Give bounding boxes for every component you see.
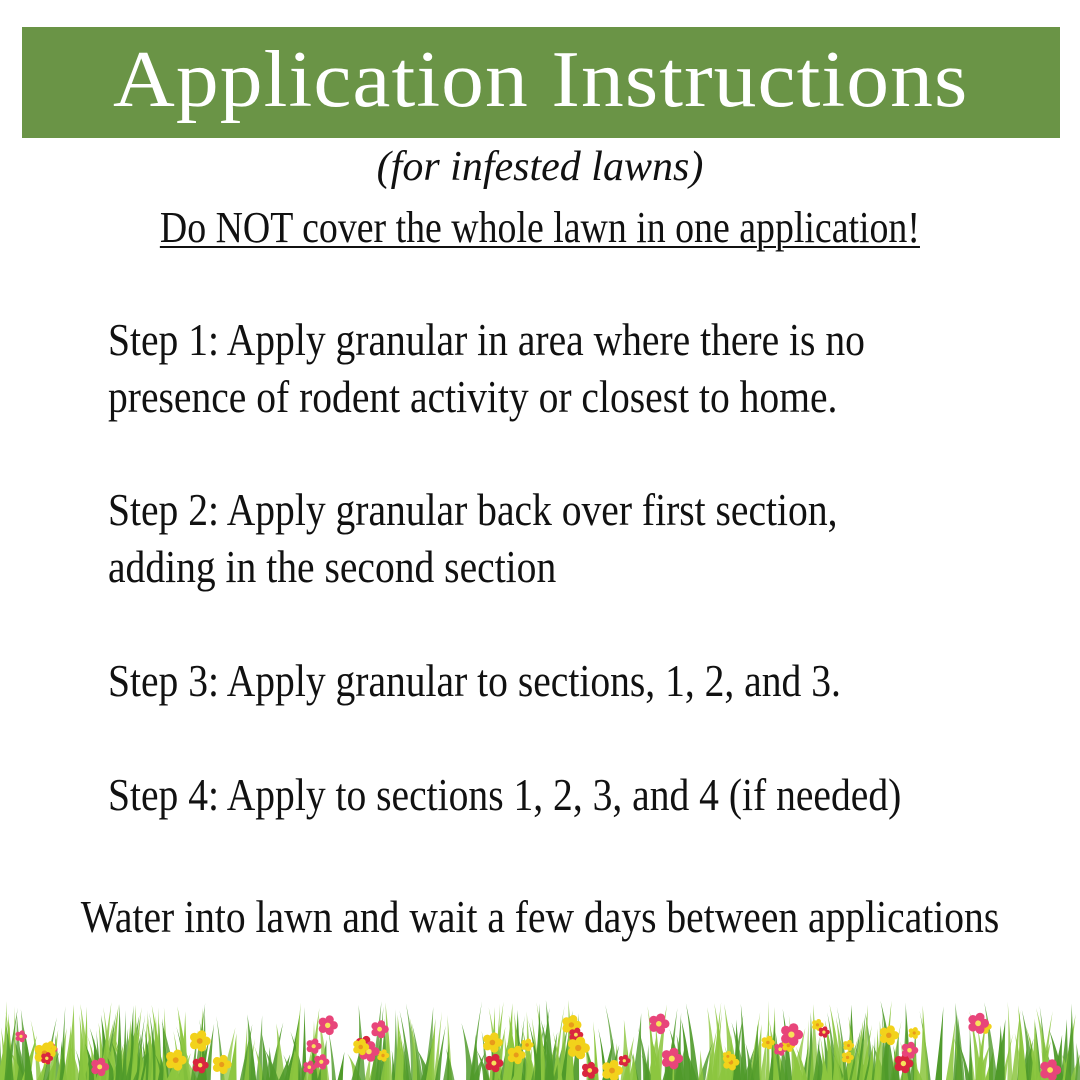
flower-icon <box>307 1038 322 1054</box>
footer-note <box>0 888 1080 946</box>
step-4 <box>108 766 1068 823</box>
step-2 <box>108 481 1068 595</box>
grass-and-flowers-border <box>0 1000 1080 1080</box>
step-4-line-1: Step 4: Apply to sections 1, 2, 3, and 4 (if needed) <box>108 769 902 820</box>
warning-text <box>0 200 1080 256</box>
step-3-line-1: Step 3: Apply granular to sections, 1, 2, and 3. <box>108 655 841 706</box>
subtitle: (for infested lawns) <box>376 144 704 190</box>
title-banner <box>22 27 1060 138</box>
flower-icon <box>319 1015 338 1035</box>
flower-icon <box>880 1025 899 1045</box>
step-2-line-2: adding in the second section <box>108 541 557 592</box>
flower-icon <box>781 1023 803 1046</box>
flower-icon <box>909 1027 921 1039</box>
step-1-line-2: presence of rodent activity or closest to home. <box>108 371 838 422</box>
warning-label: Do NOT cover the whole lawn in one application! <box>159 203 921 252</box>
step-3 <box>108 652 1068 709</box>
flower-icon <box>521 1039 533 1052</box>
step-2-line-1: Step 2: Apply granular back over first section, <box>108 484 838 535</box>
page-title: Application Instructions <box>113 35 969 124</box>
flower-icon <box>649 1014 669 1035</box>
grass-blades <box>0 1000 1080 1080</box>
step-1 <box>108 311 1068 425</box>
footer-note-text: Water into lawn and wait a few days between applications <box>80 891 1000 942</box>
step-1-line-1: Step 1: Apply granular in area where there is no <box>108 314 865 365</box>
